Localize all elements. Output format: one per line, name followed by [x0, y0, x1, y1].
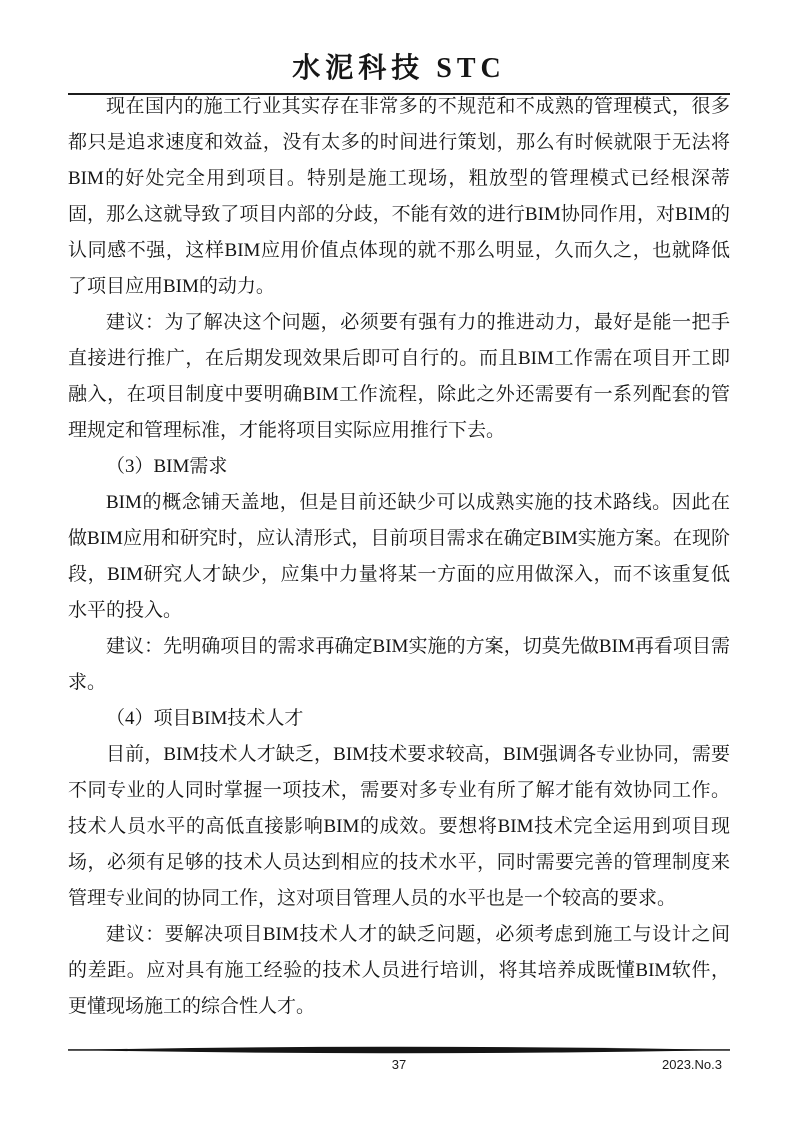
paragraph-suggestion-training: 建议：要解决项目BIM技术人才的缺乏问题，必须考虑到施工与设计之间的差距。应对具有施工经验的技术人员进行培训，将其培养成既懂BIM软件，更懂现场施工的综合性人才。	[68, 924, 730, 1017]
document-body	[68, 89, 730, 1025]
paragraph-management-problem: 现在国内的施工行业其实存在非常多的不规范和不成熟的管理模式，很多都只是追求速度和效益，没有太多的时间进行策划，那么有时候就限于无法将BIM的好处完全用到项目。特别是施工现场，粗放型的管理模式已经根深蒂固，那么这就导致了项目内部的分歧，不能有效的进行BIM协同作用，对BIM的认同感不强，这样BIM应用价值点体现的就不那么明显，久而久之，也就降低了项目应用BIM的动力。	[68, 96, 730, 297]
section-heading-bim-demand: （3）BIM需求	[106, 456, 228, 477]
page-number: 37	[391, 1057, 407, 1072]
footer-row	[68, 1056, 730, 1074]
paragraph-suggestion-promotion: 建议：为了解决这个问题，必须要有强有力的推进动力，最好是能一把手直接进行推广，在后期发现效果后即可自行的。而且BIM工作需在项目开工即融入，在项目制度中要明确BIM工作流程，除此之外还需要有一系列配套的管理规定和管理标准，才能将项目实际应用推行下去。	[68, 312, 730, 441]
issue-label: 2023.No.3	[662, 1057, 722, 1072]
journal-title: 水泥科技 STC	[292, 53, 506, 84]
paragraph-bim-demand: BIM的概念铺天盖地，但是目前还缺少可以成熟实施的技术路线。因此在做BIM应用和研究时，应认清形式，目前项目需求在确定BIM实施方案。在现阶段，BIM研究人才缺少，应集中力量将某一方面的应用做深入，而不该重复低水平的投入。	[68, 492, 730, 621]
section-heading-bim-talent: （4）项目BIM技术人才	[106, 708, 304, 729]
footer-divider-bar	[68, 1046, 730, 1056]
paragraph-suggestion-demand-first: 建议：先明确项目的需求再确定BIM实施的方案，切莫先做BIM再看项目需求。	[68, 636, 730, 693]
page-header	[68, 0, 730, 95]
page-footer	[68, 1046, 730, 1074]
paragraph-bim-talent: 目前，BIM技术人才缺乏，BIM技术要求较高，BIM强调各专业协同，需要不同专业的人同时掌握一项技术，需要对多专业有所了解才能有效协同工作。技术人员水平的高低直接影响BIM的成效。要想将BIM技术完全运用到项目现场，必须有足够的技术人员达到相应的技术水平，同时需要完善的管理制度来管理专业间的协同工作，这对项目管理人员的水平也是一个较高的要求。	[68, 744, 730, 909]
